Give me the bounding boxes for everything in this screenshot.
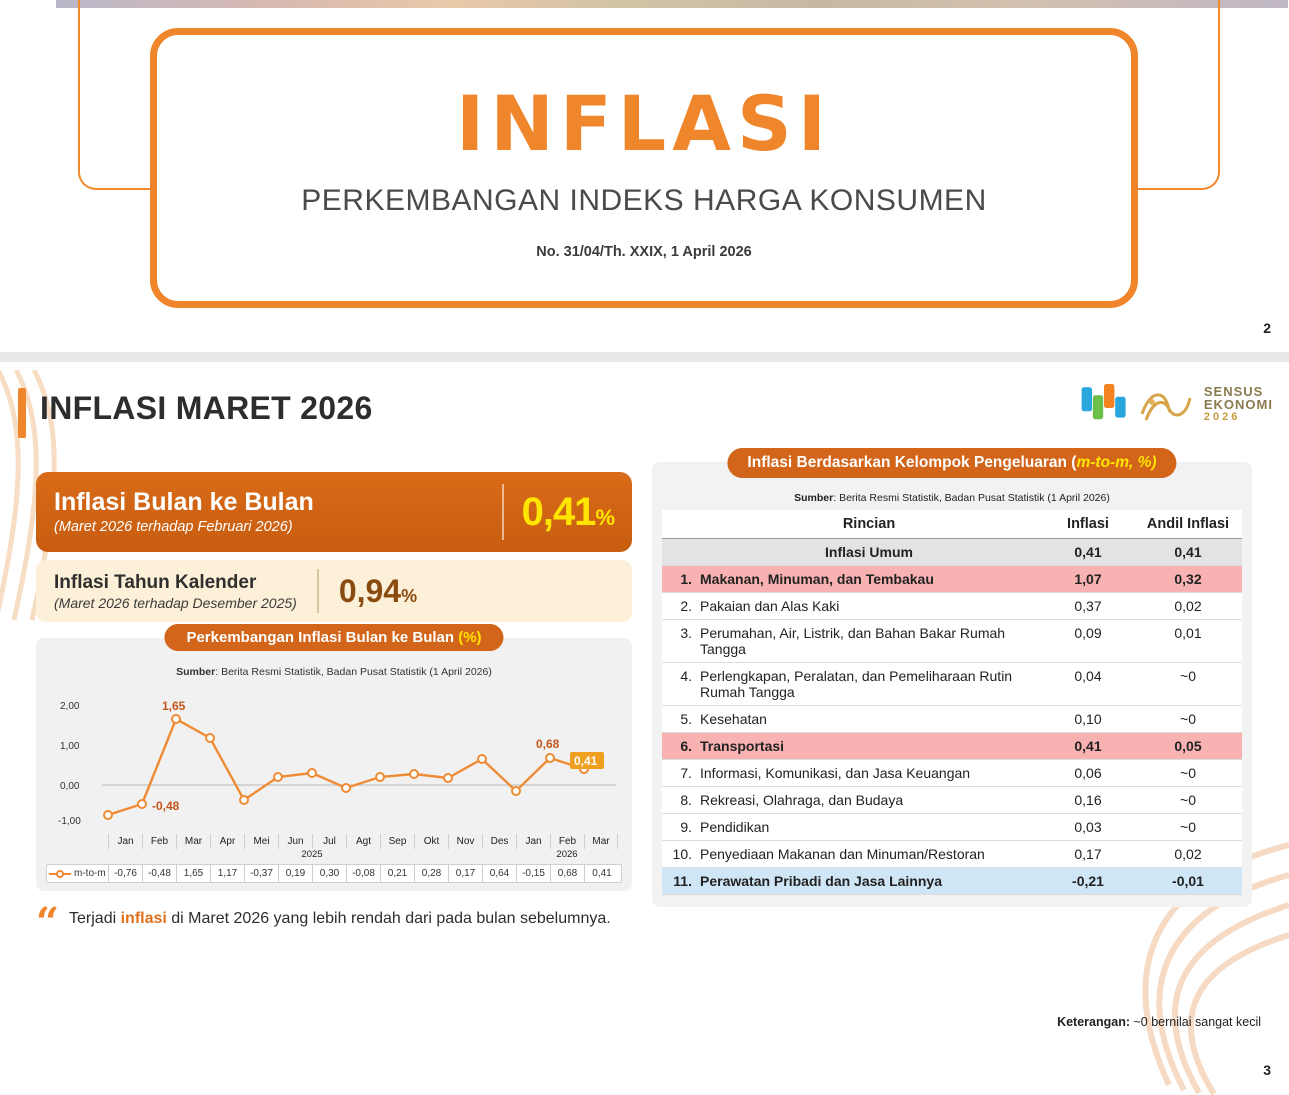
row-andil: 0,32 xyxy=(1134,566,1242,593)
row-name: Inflasi Umum xyxy=(696,539,1042,566)
chart-value-cell: 0,64 xyxy=(483,865,517,882)
month-tick: Mei xyxy=(244,834,278,849)
expenditure-source-text: : Berita Resmi Statistik, Badan Pusat Statistik (1 April 2026) xyxy=(833,492,1110,504)
table-header-index xyxy=(662,510,696,539)
logo-group xyxy=(1080,382,1273,426)
month-tick: Mar xyxy=(584,834,618,849)
card-mtm-period: (Maret 2026 terhadap Februari 2026) xyxy=(54,518,293,535)
quote-mark-icon: “ xyxy=(36,899,60,946)
table-row xyxy=(662,539,1242,566)
svg-text:1,00: 1,00 xyxy=(60,741,80,752)
sensus-ekonomi-batik-icon xyxy=(1138,384,1194,424)
card-ytd-unit: % xyxy=(401,585,418,606)
expenditure-title-tail: , %) xyxy=(1129,454,1157,471)
sensus-line2: EKONOMI xyxy=(1203,397,1273,413)
chart-value-cell: -0,15 xyxy=(517,865,551,882)
table-row xyxy=(662,868,1242,895)
chart-value-cell: 0,28 xyxy=(415,865,449,882)
page-title: INFLASI MARET 2026 xyxy=(40,390,373,426)
month-tick: Des xyxy=(482,834,516,849)
chart-value-cell: 0,19 xyxy=(279,865,313,882)
title-accent-bar xyxy=(18,388,26,438)
svg-text:0,00: 0,00 xyxy=(60,781,80,792)
svg-text:-0,48: -0,48 xyxy=(152,799,180,813)
card-ytd-label: Inflasi Tahun Kalender xyxy=(54,571,257,593)
row-andil: ~0 xyxy=(1134,814,1242,841)
row-inflasi: -0,21 xyxy=(1042,868,1134,895)
card-ytd-period: (Maret 2026 terhadap Desember 2025) xyxy=(54,594,297,611)
table-note xyxy=(1057,1015,1267,1029)
line-chart-svg xyxy=(46,684,622,834)
month-tick: Sep xyxy=(380,834,414,849)
sensus-line1: SENSUS xyxy=(1203,383,1264,399)
month-tick: Agt xyxy=(346,834,380,849)
page-subtitle: PERKEMBANGAN INDEKS HARGA KONSUMEN xyxy=(301,184,987,217)
expenditure-title-pill xyxy=(727,448,1176,478)
chart-source-label: Sumber xyxy=(176,666,216,678)
chart-data-table-row xyxy=(46,864,622,883)
row-index: 1. xyxy=(662,566,696,593)
sensus-ekonomi-wordmark xyxy=(1204,385,1273,424)
table-row xyxy=(662,593,1242,620)
row-index: 5. xyxy=(662,706,696,733)
card-inflasi-tahun-kalender xyxy=(36,560,632,622)
quote-after: di Maret 2026 yang lebih rendah dari pada bulan sebelumnya. xyxy=(166,910,611,927)
year-label: 2026 xyxy=(556,849,578,860)
row-inflasi: 0,41 xyxy=(1042,539,1134,566)
chart-value-cell: -0,76 xyxy=(109,865,143,882)
quote-text xyxy=(69,907,611,939)
table-row xyxy=(662,760,1242,787)
svg-text:2,00: 2,00 xyxy=(60,701,80,712)
chart-title-unit: (%) xyxy=(458,629,482,646)
row-inflasi: 0,06 xyxy=(1042,760,1134,787)
row-inflasi: 0,37 xyxy=(1042,593,1134,620)
month-tick: Jul xyxy=(312,834,346,849)
month-tick: Feb xyxy=(550,834,584,849)
row-andil: 0,02 xyxy=(1134,841,1242,868)
table-row xyxy=(662,620,1242,663)
row-andil: 0,02 xyxy=(1134,593,1242,620)
month-tick: Jan xyxy=(108,834,142,849)
table-header-rincian: Rincian xyxy=(696,510,1042,539)
cover-card xyxy=(150,28,1138,308)
chart-value-cell: 1,17 xyxy=(211,865,245,882)
chart-value-cell: -0,37 xyxy=(245,865,279,882)
row-name: Rekreasi, Olahraga, dan Budaya xyxy=(696,787,1042,814)
row-name: Informasi, Komunikasi, dan Jasa Keuangan xyxy=(696,760,1042,787)
row-index: 3. xyxy=(662,620,696,663)
chart-value-cell: 0,68 xyxy=(551,865,585,882)
row-name: Makanan, Minuman, dan Tembakau xyxy=(696,566,1042,593)
table-row xyxy=(662,663,1242,706)
row-index: 8. xyxy=(662,787,696,814)
row-andil: ~0 xyxy=(1134,760,1242,787)
issue-number: No. 31/04/Th. XXIX, 1 April 2026 xyxy=(536,244,752,260)
chart-x-axis-months xyxy=(108,834,622,849)
row-inflasi: 0,03 xyxy=(1042,814,1134,841)
slide-inflasi-maret xyxy=(0,362,1289,1095)
row-index: 9. xyxy=(662,814,696,841)
row-inflasi: 1,07 xyxy=(1042,566,1134,593)
chart-value-cell: 1,65 xyxy=(177,865,211,882)
line-chart-plot xyxy=(46,684,622,834)
chart-value-cell: -0,08 xyxy=(347,865,381,882)
summary-quote xyxy=(36,899,632,946)
table-row xyxy=(662,787,1242,814)
row-andil: ~0 xyxy=(1134,706,1242,733)
row-inflasi: 0,16 xyxy=(1042,787,1134,814)
series-legend xyxy=(47,865,109,882)
row-andil: ~0 xyxy=(1134,663,1242,706)
svg-text:1,65: 1,65 xyxy=(162,699,186,713)
row-name: Perumahan, Air, Listrik, dan Bahan Bakar Rumah Tangga xyxy=(696,620,1042,663)
page-number-2: 2 xyxy=(1263,320,1271,336)
row-name: Penyediaan Makanan dan Minuman/Restoran xyxy=(696,841,1042,868)
table-row xyxy=(662,706,1242,733)
svg-text:0,41: 0,41 xyxy=(574,754,598,768)
chart-title: Perkembangan Inflasi Bulan ke Bulan xyxy=(186,629,455,646)
table-header-inflasi: Inflasi xyxy=(1042,510,1134,539)
row-name: Transportasi xyxy=(696,733,1042,760)
table-row xyxy=(662,814,1242,841)
month-tick: Mar xyxy=(176,834,210,849)
svg-text:0,68: 0,68 xyxy=(536,737,560,751)
row-name: Perlengkapan, Peralatan, dan Pemeliharaan Rutin Rumah Tangga xyxy=(696,663,1042,706)
row-index: 11. xyxy=(662,868,696,895)
expenditure-source-label: Sumber xyxy=(794,492,834,504)
chart-value-cell: -0,48 xyxy=(143,865,177,882)
row-andil: 0,05 xyxy=(1134,733,1242,760)
card-mtm-unit: % xyxy=(595,504,614,530)
month-tick: Apr xyxy=(210,834,244,849)
chart-title-pill xyxy=(164,624,503,651)
quote-before: Terjadi xyxy=(69,910,121,927)
card-inflasi-bulan-ke-bulan xyxy=(36,472,632,552)
note-label: Keterangan: xyxy=(1057,1015,1131,1029)
page-number-3: 3 xyxy=(1263,1062,1271,1078)
slide-inflasi-cover xyxy=(0,0,1289,352)
row-andil: -0,01 xyxy=(1134,868,1242,895)
bps-logo-icon xyxy=(1080,382,1128,426)
table-header-row xyxy=(662,510,1242,539)
row-andil: ~0 xyxy=(1134,787,1242,814)
chart-source-text: : Berita Resmi Statistik, Badan Pusat Statistik (1 April 2026) xyxy=(215,666,492,678)
card-divider xyxy=(317,569,319,613)
chart-source xyxy=(46,666,622,678)
month-tick: Jun xyxy=(278,834,312,849)
month-tick: Nov xyxy=(448,834,482,849)
table-header-andil: Andil Inflasi xyxy=(1134,510,1242,539)
chart-value-cell: 0,21 xyxy=(381,865,415,882)
month-tick: Feb xyxy=(142,834,176,849)
row-index: 4. xyxy=(662,663,696,706)
chart-value-cell: 0,41 xyxy=(592,868,612,879)
row-inflasi: 0,17 xyxy=(1042,841,1134,868)
svg-text:-1,00: -1,00 xyxy=(58,816,81,827)
expenditure-title-main: Inflasi Berdasarkan Kelompok Pengeluaran ( xyxy=(747,454,1077,471)
expenditure-source xyxy=(662,492,1242,504)
series-legend-label: m-to-m xyxy=(74,868,106,879)
row-name: Perawatan Pribadi dan Jasa Lainnya xyxy=(696,868,1042,895)
row-index: 2. xyxy=(662,593,696,620)
left-column xyxy=(36,472,632,946)
table-row xyxy=(662,566,1242,593)
sensus-line3: 2026 xyxy=(1203,410,1241,423)
expenditure-table xyxy=(662,510,1242,895)
row-index: 7. xyxy=(662,760,696,787)
page-title: INFLASI xyxy=(455,79,833,168)
table-row xyxy=(662,733,1242,760)
row-inflasi: 0,04 xyxy=(1042,663,1134,706)
row-inflasi: 0,10 xyxy=(1042,706,1134,733)
quote-highlight: inflasi xyxy=(120,910,167,927)
row-andil: 0,41 xyxy=(1134,539,1242,566)
row-andil: 0,01 xyxy=(1134,620,1242,663)
card-divider xyxy=(502,484,504,540)
note-text: ~0 bernilai sangat kecil xyxy=(1130,1015,1261,1029)
card-mtm-label: Inflasi Bulan ke Bulan xyxy=(54,488,314,517)
chart-x-axis-years xyxy=(108,849,622,860)
legend-marker-icon xyxy=(49,869,71,879)
chart-value-cell: 0,17 xyxy=(449,865,483,882)
chart-card-inflasi-mtm xyxy=(36,629,632,891)
row-inflasi: 0,41 xyxy=(1042,733,1134,760)
row-name: Pendidikan xyxy=(696,814,1042,841)
card-ytd-value: 0,94 xyxy=(338,572,402,609)
card-mtm-value: 0,41 xyxy=(521,489,596,534)
expenditure-group-card xyxy=(652,454,1252,907)
expenditure-title-italic: m-to-m xyxy=(1076,454,1130,471)
chart-value-cell: 0,30 xyxy=(313,865,347,882)
table-row xyxy=(662,841,1242,868)
row-index: 10. xyxy=(662,841,696,868)
row-name: Kesehatan xyxy=(696,706,1042,733)
month-tick: Okt xyxy=(414,834,448,849)
year-label: 2025 xyxy=(301,849,323,860)
row-index xyxy=(662,539,696,566)
row-name: Pakaian dan Alas Kaki xyxy=(696,593,1042,620)
row-index: 6. xyxy=(662,733,696,760)
month-tick: Jan xyxy=(516,834,550,849)
row-inflasi: 0,09 xyxy=(1042,620,1134,663)
